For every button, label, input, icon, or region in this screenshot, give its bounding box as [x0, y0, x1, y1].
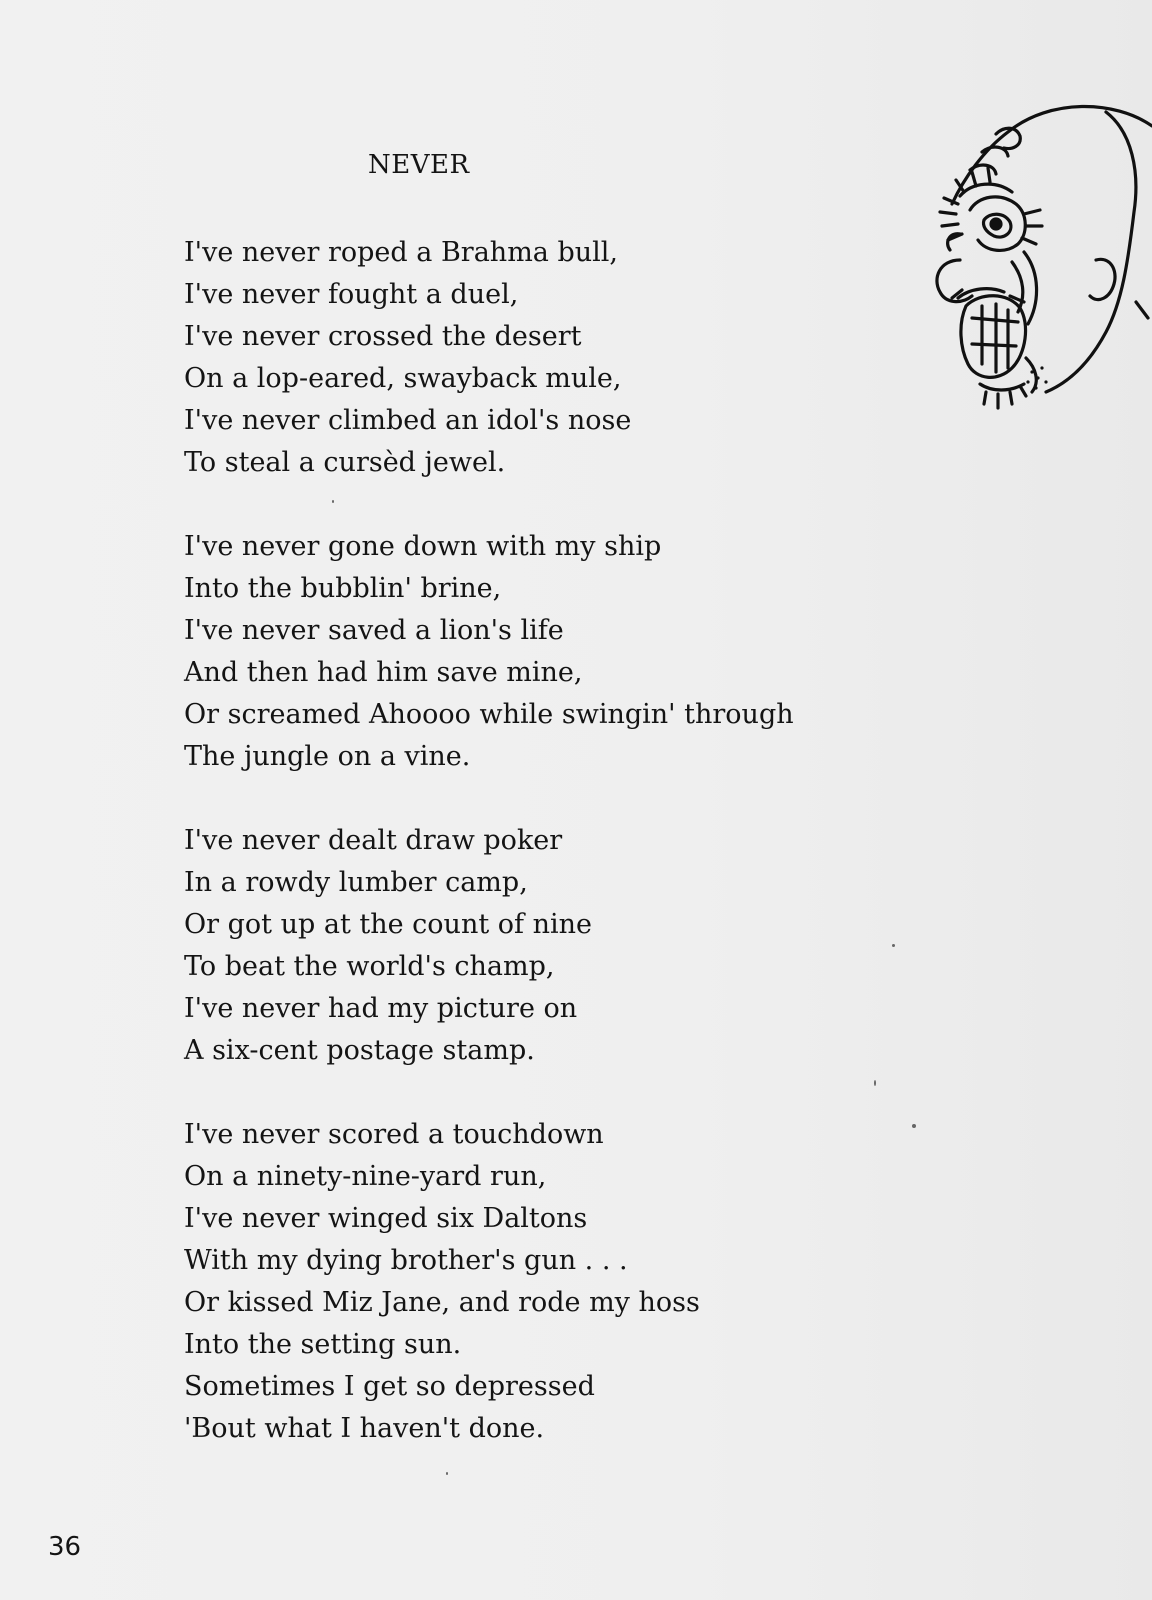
poem-line: I've never roped a Brahma bull,: [184, 237, 619, 268]
paper-speck: [874, 1080, 876, 1086]
poem-line: I've never scored a touchdown: [184, 1119, 604, 1150]
poem-line: In a rowdy lumber camp,: [184, 867, 528, 898]
poem-line: Into the bubblin' brine,: [184, 573, 502, 604]
paper-speck: [446, 1472, 448, 1475]
stanza-4: [184, 1114, 904, 1450]
poem-line: The jungle on a vine.: [184, 741, 471, 772]
poem-line: I've never gone down with my ship: [184, 531, 662, 562]
poem-line: I've never fought a duel,: [184, 279, 519, 310]
poem-line: I've never climbed an idol's nose: [184, 405, 632, 436]
poem-line: I've never winged six Daltons: [184, 1203, 588, 1234]
poem-line: To beat the world's champ,: [184, 951, 555, 982]
paper-speck: [892, 944, 895, 947]
poem-line: And then had him save mine,: [184, 657, 583, 688]
poem-title: NEVER: [368, 150, 470, 180]
poem-body: [184, 232, 904, 1492]
poem-line: Sometimes I get so depressed: [184, 1371, 595, 1402]
poem-line: I've never saved a lion's life: [184, 615, 564, 646]
poem-line: Or screamed Ahoooo while swingin' through: [184, 699, 794, 730]
poem-line: Or kissed Miz Jane, and rode my hoss: [184, 1287, 700, 1318]
sad-face-illustration: [900, 92, 1152, 422]
poem-line: I've never had my picture on: [184, 993, 578, 1024]
paper-speck: [332, 500, 334, 503]
stanza-3: [184, 820, 904, 1072]
poem-line: I've never crossed the desert: [184, 321, 582, 352]
page-number: 36: [48, 1532, 82, 1562]
poem-line: A six-cent postage stamp.: [184, 1035, 535, 1066]
poem-line: On a ninety-nine-yard run,: [184, 1161, 547, 1192]
poem-line: To steal a cursèd jewel.: [184, 447, 506, 478]
poem-line: I've never dealt draw poker: [184, 825, 563, 856]
poem-line: On a lop-eared, swayback mule,: [184, 363, 622, 394]
poem-line: 'Bout what I haven't done.: [184, 1413, 545, 1444]
poem-line: Or got up at the count of nine: [184, 909, 592, 940]
poem-line: With my dying brother's gun . . .: [184, 1245, 628, 1276]
stanza-2: [184, 526, 904, 778]
poem-line: Into the setting sun.: [184, 1329, 462, 1360]
paper-speck: [912, 1124, 916, 1128]
stanza-1: [184, 232, 904, 484]
